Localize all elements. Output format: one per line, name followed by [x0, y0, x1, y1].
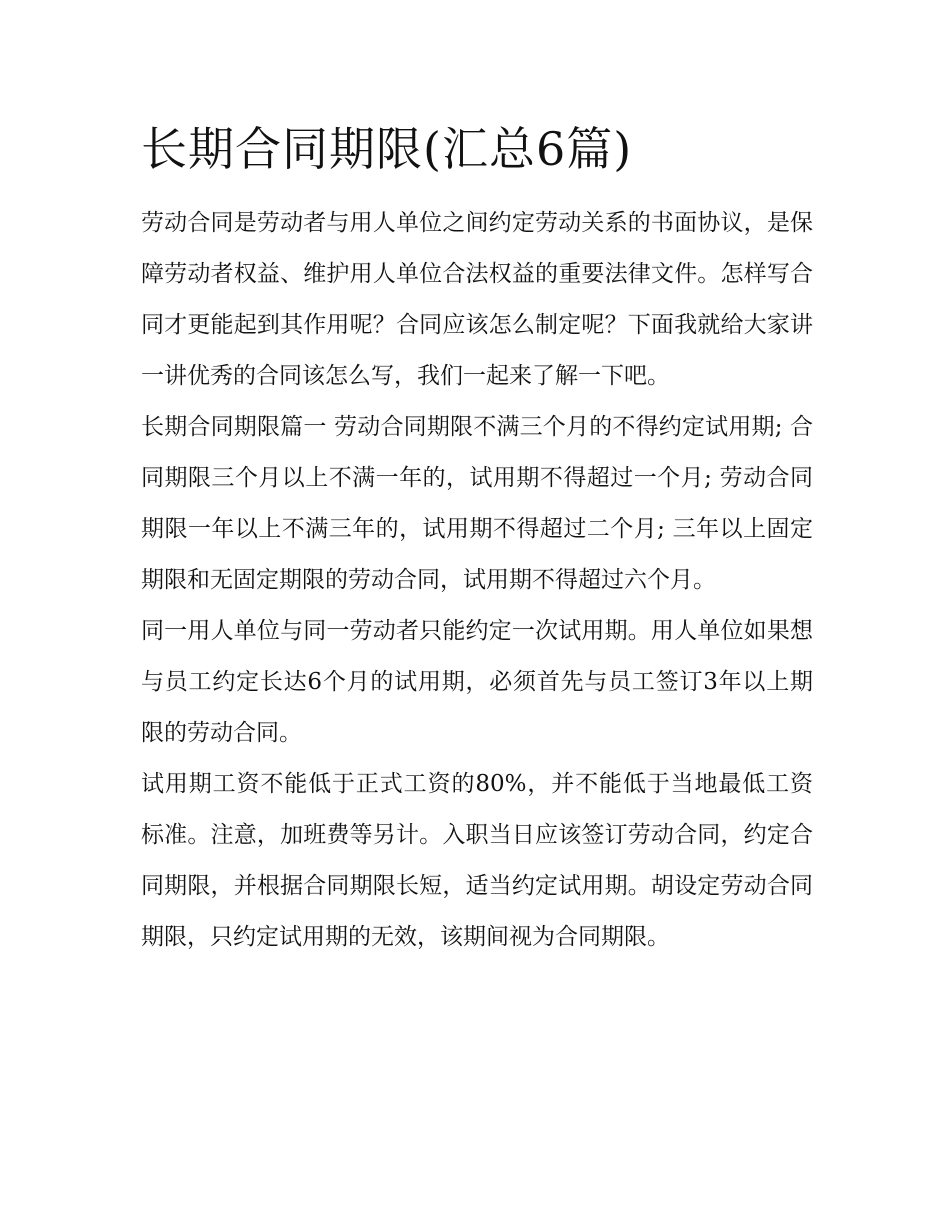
paragraph-intro: 劳动合同是劳动者与用人单位之间约定劳动关系的书面协议，是保障劳动者权益、维护用人单位合法权益的重要法律文件。怎样写合同才更能起到其作用呢？合同应该怎么制定呢？下面我就给大家讲一讲优秀的合同该怎么写，我们一起来了解一下吧。 — [141, 210, 813, 389]
paragraph-probation-rules: 长期合同期限篇一 劳动合同期限不满三个月的不得约定试用期; 合同期限三个月以上不满一年的，试用期不得超过一个月; 劳动合同期限一年以上不满三年的，试用期不得超过二个月; 三年以上固定期限和无固定期限的劳动合同，试用期不得超过六个月。 — [141, 414, 813, 593]
paragraph-single-probation: 同一用人单位与同一劳动者只能约定一次试用期。用人单位如果想与员工约定长达6个月的试用期，必须首先与员工签订3年以上期限的劳动合同。 — [141, 618, 813, 746]
document-page — [141, 118, 813, 963]
paragraph-probation-wage: 试用期工资不能低于正式工资的80%，并不能低于当地最低工资标准。注意，加班费等另计。入职当日应该签订劳动合同，约定合同期限，并根据合同期限长短，适当约定试用期。胡设定劳动合同期限，只约定试用期的无效，该期间视为合同期限。 — [141, 771, 813, 950]
document-title: 长期合同期限(汇总6篇) — [141, 122, 633, 176]
